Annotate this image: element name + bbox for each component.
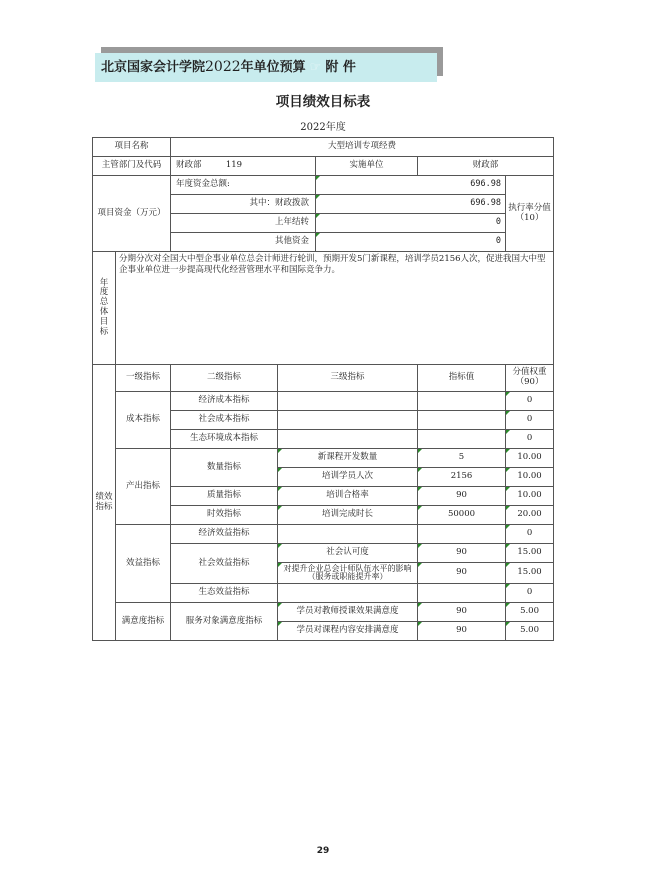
- page-number: 29: [316, 846, 330, 856]
- table-row: [93, 138, 554, 157]
- output-pass-rate-weight: 10.00: [506, 487, 554, 506]
- output-pass-rate: 培训合格率: [278, 487, 418, 506]
- table-row: [93, 392, 554, 411]
- dept-code: 119: [225, 160, 243, 171]
- header-suffix: 年单位预算: [240, 60, 306, 75]
- satisfaction-teaching-value: 90: [418, 603, 506, 622]
- output-quality: 质量指标: [171, 487, 278, 506]
- satisfaction-target: 服务对象满意度指标: [171, 603, 278, 641]
- output-duration-weight: 20.00: [506, 506, 554, 525]
- benefit-influence-value: 90: [418, 563, 506, 584]
- benefit-recognition-value: 90: [418, 544, 506, 563]
- satisfaction-label: 满意度指标: [116, 603, 171, 641]
- dept-name: 财政部: [176, 160, 202, 171]
- table-row: [93, 157, 554, 176]
- benefit-influence-weight: 15.00: [506, 563, 554, 584]
- benefit-recognition-weight: 15.00: [506, 544, 554, 563]
- pointing-hand-icon: ☞: [309, 60, 322, 75]
- satisfaction-teaching-weight: 5.00: [506, 603, 554, 622]
- cost-social-weight: 0: [506, 411, 554, 430]
- funds-fiscal-value: 696.98: [316, 195, 506, 214]
- output-duration-value: 50000: [418, 506, 506, 525]
- output-new-courses: 新课程开发数量: [278, 449, 418, 468]
- output-quantity: 数量指标: [171, 449, 278, 487]
- impl-label: 实施单位: [316, 157, 418, 176]
- indicators-section-label: 绩效指标: [93, 365, 116, 641]
- header-weight: 分值权重（90）: [506, 365, 554, 392]
- impl-value: 财政部: [418, 157, 554, 176]
- header-banner: [95, 53, 437, 82]
- output-new-courses-value: 5: [418, 449, 506, 468]
- header-level2: 二级指标: [171, 365, 278, 392]
- header-prefix: 北京国家会计学院: [101, 60, 206, 75]
- header-value: 指标值: [418, 365, 506, 392]
- table-row: [93, 525, 554, 544]
- cost-eco-weight: 0: [506, 430, 554, 449]
- output-label: 产出指标: [116, 449, 171, 525]
- benefit-eco: 生态效益指标: [171, 584, 278, 603]
- performance-table: [92, 137, 554, 641]
- cost-label: 成本指标: [116, 392, 171, 449]
- header-level3: 三级指标: [278, 365, 418, 392]
- output-trainees-weight: 10.00: [506, 468, 554, 487]
- cost-economic-weight: 0: [506, 392, 554, 411]
- satisfaction-course-value: 90: [418, 622, 506, 641]
- funds-other-label: 其他资金: [171, 233, 316, 252]
- funds-carryover-value: 0: [316, 214, 506, 233]
- table-row: [93, 449, 554, 468]
- exec-rate-label: 执行率分值（10）: [506, 176, 554, 252]
- funds-other-value: 0: [316, 233, 506, 252]
- satisfaction-course-weight: 5.00: [506, 622, 554, 641]
- page-title: 项目绩效目标表: [275, 94, 371, 110]
- satisfaction-course: 学员对课程内容安排满意度: [278, 622, 418, 641]
- header-level1: 一级指标: [116, 365, 171, 392]
- page-subtitle: 2022年度: [300, 122, 346, 133]
- funds-fiscal-label: 其中：财政拨款: [171, 195, 316, 214]
- cost-economic: 经济成本指标: [171, 392, 278, 411]
- project-name-label: 项目名称: [93, 138, 171, 157]
- project-name-value: 大型培训专项经费: [171, 138, 554, 157]
- benefit-recognition: 社会认可度: [278, 544, 418, 563]
- dept-label: 主管部门及代码: [93, 157, 171, 176]
- funds-total-value: 696.98: [316, 176, 506, 195]
- dept-value: [171, 157, 316, 176]
- cost-eco: 生态环境成本指标: [171, 430, 278, 449]
- table-row: [93, 365, 554, 392]
- funds-label: 项目资金（万元）: [93, 176, 171, 252]
- goal-label: 年度总体目标: [93, 252, 116, 365]
- output-duration: 培训完成时长: [278, 506, 418, 525]
- benefit-economic: 经济效益指标: [171, 525, 278, 544]
- benefit-social: 社会效益指标: [171, 544, 278, 584]
- output-trainees: 培训学员人次: [278, 468, 418, 487]
- goal-text: 分期分次对全国大中型企事业单位总会计师进行轮训，预期开发5门新课程，培训学员2156人次，促进我国大中型企事业单位进一步提高现代化经营管理水平和国际竞争力。: [116, 252, 554, 365]
- benefit-eco-weight: 0: [506, 584, 554, 603]
- output-timeliness: 时效指标: [171, 506, 278, 525]
- table-row: [93, 252, 554, 365]
- table-row: [93, 176, 554, 195]
- benefit-influence: 对提升企业总会计师队伍水平的影响（服务或职能提升率）: [278, 563, 418, 584]
- header-appendix: 附 件: [325, 60, 356, 75]
- funds-total-label: 年度资金总额:: [171, 176, 316, 195]
- output-trainees-value: 2156: [418, 468, 506, 487]
- benefit-economic-weight: 0: [506, 525, 554, 544]
- funds-carryover-label: 上年结转: [171, 214, 316, 233]
- cost-social: 社会成本指标: [171, 411, 278, 430]
- output-pass-rate-value: 90: [418, 487, 506, 506]
- header-year: 2022: [205, 59, 241, 75]
- benefit-label: 效益指标: [116, 525, 171, 603]
- table-row: [93, 603, 554, 622]
- satisfaction-teaching: 学员对教师授课效果满意度: [278, 603, 418, 622]
- output-new-courses-weight: 10.00: [506, 449, 554, 468]
